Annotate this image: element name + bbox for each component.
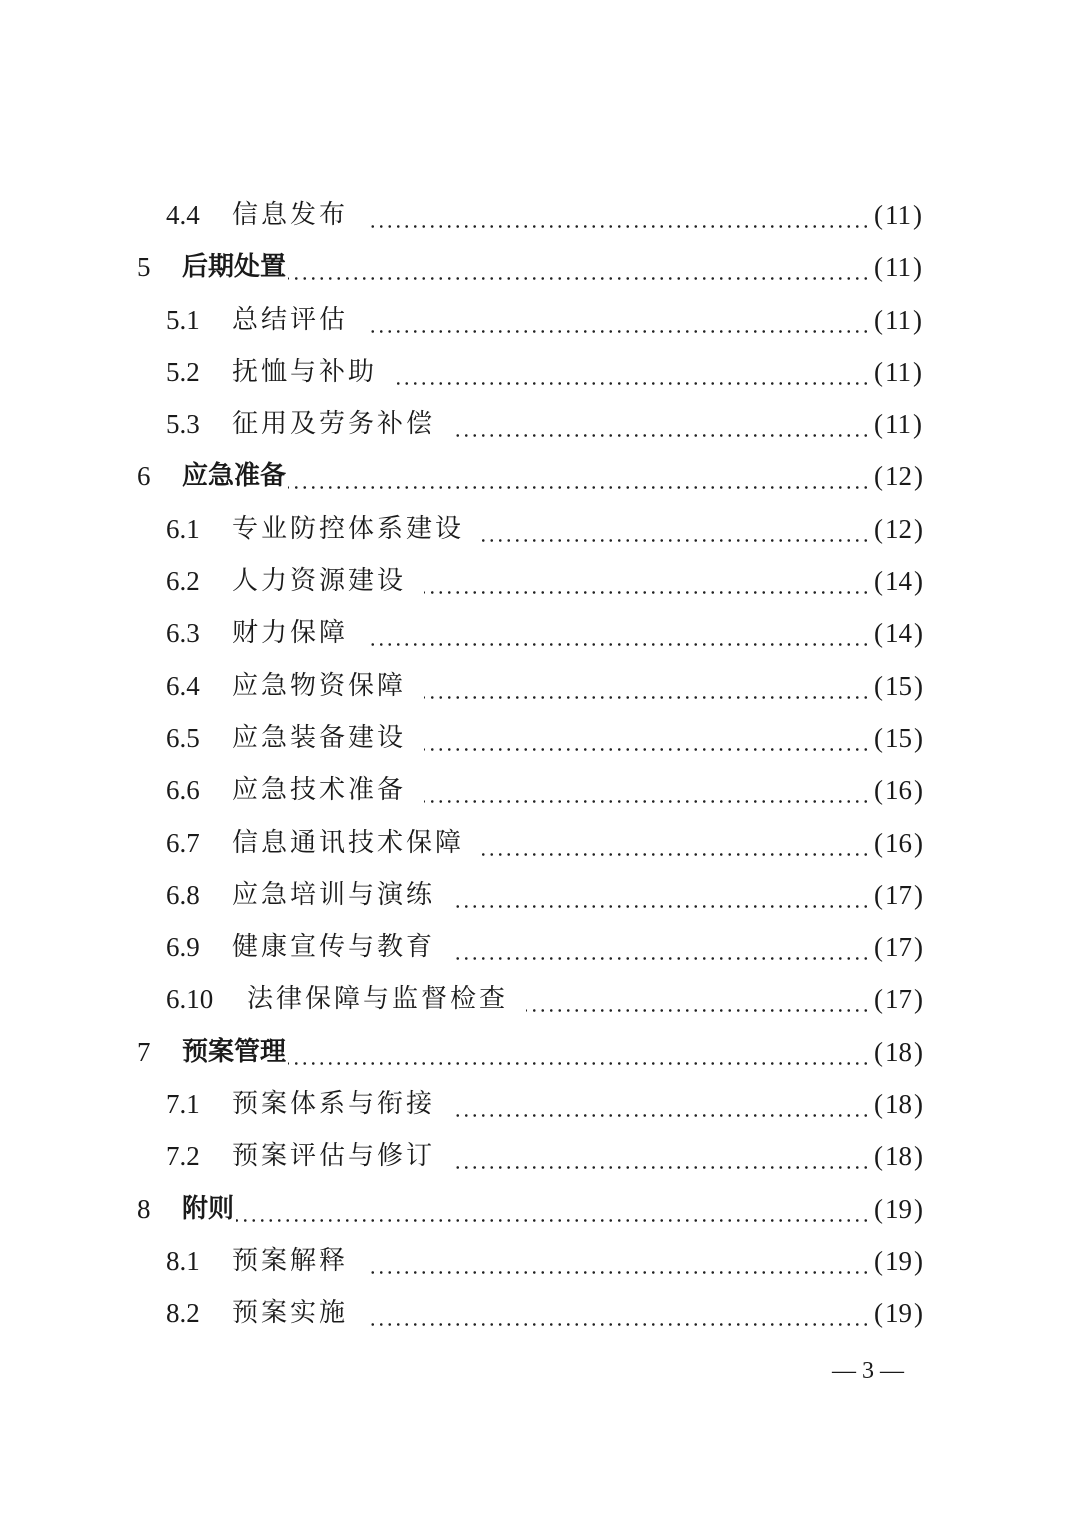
paren-right: ) xyxy=(914,1298,923,1329)
toc-section-entry[interactable] xyxy=(0,921,1074,973)
paren-left: ( xyxy=(874,932,883,963)
toc-page-number: 11 xyxy=(885,200,911,230)
toc-entry-number: 8 xyxy=(137,1193,151,1224)
toc-section-entry[interactable] xyxy=(0,294,1074,346)
toc-dot-leader xyxy=(482,539,870,542)
toc-page-number: 19 xyxy=(885,1298,912,1329)
paren-left: ( xyxy=(874,1298,883,1329)
toc-page-number: 19 xyxy=(885,1193,912,1224)
toc-chapter-entry[interactable] xyxy=(0,450,1074,502)
toc-dot-leader xyxy=(366,643,870,646)
toc-dot-leader xyxy=(453,1114,870,1117)
toc-entry-number: 7.1 xyxy=(166,1089,200,1120)
toc-section-entry[interactable] xyxy=(0,189,1074,241)
toc-section-entry[interactable] xyxy=(0,712,1074,764)
toc-dot-leader xyxy=(236,1219,870,1222)
paren-left: ( xyxy=(874,722,883,753)
toc-entry-title: 预案评估与修订 xyxy=(232,1141,436,1172)
toc-entry-title: 健康宣传与教育 xyxy=(232,932,436,963)
toc-entry-page xyxy=(874,1086,944,1122)
toc-section-entry[interactable] xyxy=(0,1235,1074,1287)
paren-left: ( xyxy=(874,409,883,440)
toc-entry-page xyxy=(874,1034,944,1070)
paren-left: ( xyxy=(874,513,883,544)
paren-left: ( xyxy=(874,879,883,910)
toc-entry-page xyxy=(874,458,944,494)
toc-section-entry[interactable] xyxy=(0,1130,1074,1182)
toc-page-number: 17 xyxy=(885,879,912,910)
toc-entry-number: 6.6 xyxy=(166,775,200,806)
toc-entry-number: 6.4 xyxy=(166,670,200,701)
toc-dot-leader xyxy=(526,1009,870,1012)
toc-page-number: 18 xyxy=(885,1036,912,1067)
toc-entry-page xyxy=(874,406,944,442)
toc-entry-page xyxy=(874,772,944,808)
paren-left: ( xyxy=(874,618,883,649)
paren-left: ( xyxy=(874,1089,883,1120)
toc-entry-title: 预案体系与衔接 xyxy=(232,1089,436,1120)
paren-left: ( xyxy=(874,1141,883,1172)
toc-entry-number: 4.4 xyxy=(166,200,200,230)
paren-left: ( xyxy=(874,1036,883,1067)
paren-right: ) xyxy=(914,1245,923,1276)
paren-left: ( xyxy=(874,827,883,858)
toc-entry-page xyxy=(874,1243,944,1279)
toc-chapter-entry[interactable] xyxy=(0,241,1074,293)
toc-entry-page xyxy=(874,615,944,651)
toc-entry-page xyxy=(874,302,944,338)
toc-entry-page xyxy=(874,877,944,913)
paren-right: ) xyxy=(913,409,922,440)
toc-entry-title: 信息通讯技术保障 xyxy=(232,827,465,858)
toc-page-number: 12 xyxy=(885,461,912,492)
toc-entry-page xyxy=(874,249,944,285)
toc-section-entry[interactable] xyxy=(0,817,1074,869)
toc-section-entry[interactable] xyxy=(0,503,1074,555)
toc-page-number: 17 xyxy=(885,932,912,963)
toc-entry-number: 6.10 xyxy=(166,984,214,1015)
page-number-footer: — 3 — xyxy=(832,1358,904,1384)
toc-entry-page xyxy=(874,197,944,233)
toc-entry-page xyxy=(874,354,944,390)
toc-section-entry[interactable] xyxy=(0,1078,1074,1130)
paren-right: ) xyxy=(914,775,923,806)
toc-dot-leader xyxy=(366,330,870,333)
toc-entry-title: 预案解释 xyxy=(232,1245,349,1276)
toc-entry-number: 5 xyxy=(137,252,151,283)
toc-entry-number: 6 xyxy=(137,461,151,492)
toc-entry-number: 8.2 xyxy=(166,1298,200,1329)
paren-left: ( xyxy=(874,200,883,230)
toc-entry-title: 总结评估 xyxy=(232,304,349,335)
toc-entry-title: 应急培训与演练 xyxy=(232,879,436,910)
paren-left: ( xyxy=(874,356,883,387)
toc-page-number: 11 xyxy=(885,356,911,387)
toc-page-number: 18 xyxy=(885,1141,912,1172)
paren-right: ) xyxy=(914,827,923,858)
paren-right: ) xyxy=(913,252,922,283)
toc-entry-title: 财力保障 xyxy=(232,618,349,649)
toc-dot-leader xyxy=(482,853,870,856)
toc-dot-leader xyxy=(288,1062,870,1065)
paren-left: ( xyxy=(874,775,883,806)
toc-page-number: 14 xyxy=(885,566,912,597)
toc-entry-page xyxy=(874,825,944,861)
paren-right: ) xyxy=(914,1193,923,1224)
toc-entry-title: 专业防控体系建设 xyxy=(232,513,465,544)
toc-entry-page xyxy=(874,981,944,1017)
toc-entry-page xyxy=(874,511,944,547)
toc-dot-leader xyxy=(395,382,870,385)
toc-dot-leader xyxy=(366,225,870,228)
toc-section-entry[interactable] xyxy=(0,398,1074,450)
toc-dot-leader xyxy=(453,905,870,908)
toc-entry-title: 信息发布 xyxy=(232,200,349,230)
paren-left: ( xyxy=(874,461,883,492)
toc-dot-leader xyxy=(453,957,870,960)
toc-page-number: 15 xyxy=(885,670,912,701)
paren-right: ) xyxy=(914,461,923,492)
paren-right: ) xyxy=(913,304,922,335)
toc-page-number: 11 xyxy=(885,304,911,335)
toc-dot-leader xyxy=(424,800,870,803)
toc-entry-number: 7.2 xyxy=(166,1141,200,1172)
toc-section-entry[interactable] xyxy=(0,607,1074,659)
toc-entry-number: 5.2 xyxy=(166,356,200,387)
paren-left: ( xyxy=(874,566,883,597)
paren-left: ( xyxy=(874,252,883,283)
toc-section-entry[interactable] xyxy=(0,660,1074,712)
toc-entry-title: 应急技术准备 xyxy=(232,775,407,806)
toc-entry-number: 6.5 xyxy=(166,722,200,753)
toc-page-number: 12 xyxy=(885,513,912,544)
paren-left: ( xyxy=(874,304,883,335)
paren-right: ) xyxy=(913,356,922,387)
toc-dot-leader xyxy=(424,591,870,594)
paren-right: ) xyxy=(914,1036,923,1067)
toc-dot-leader xyxy=(288,277,870,280)
toc-entry-number: 7 xyxy=(137,1036,151,1067)
toc-section-entry[interactable] xyxy=(0,1287,1074,1339)
toc-entry-number: 6.3 xyxy=(166,618,200,649)
toc-entry-number: 6.7 xyxy=(166,827,200,858)
toc-entry-number: 6.2 xyxy=(166,566,200,597)
toc-entry-page xyxy=(874,1295,944,1331)
toc-page-number: 11 xyxy=(885,409,911,440)
toc-entry-page xyxy=(874,563,944,599)
toc-page-number: 16 xyxy=(885,775,912,806)
toc-entry-page xyxy=(874,1191,944,1227)
toc-entry-title: 应急装备建设 xyxy=(232,722,407,753)
paren-right: ) xyxy=(914,722,923,753)
toc-entry-page xyxy=(874,1138,944,1174)
paren-right: ) xyxy=(914,670,923,701)
paren-left: ( xyxy=(874,1245,883,1276)
toc-section-entry[interactable] xyxy=(0,764,1074,816)
toc-entry-title: 征用及劳务补偿 xyxy=(232,409,436,440)
paren-left: ( xyxy=(874,670,883,701)
toc-entry-title: 抚恤与补助 xyxy=(232,356,378,387)
toc-page-number: 15 xyxy=(885,722,912,753)
toc-entry-number: 5.1 xyxy=(166,304,200,335)
paren-right: ) xyxy=(914,1089,923,1120)
toc-entry-title: 后期处置 xyxy=(182,252,287,283)
toc-entry-title: 法律保障与监督检查 xyxy=(247,984,509,1015)
paren-right: ) xyxy=(914,566,923,597)
paren-right: ) xyxy=(914,618,923,649)
toc-chapter-entry[interactable] xyxy=(0,1183,1074,1235)
toc-entry-title: 预案实施 xyxy=(232,1298,349,1329)
toc-dot-leader xyxy=(453,1166,870,1169)
paren-right: ) xyxy=(914,513,923,544)
toc-entry-number: 6.9 xyxy=(166,932,200,963)
toc-entry-page xyxy=(874,720,944,756)
toc-dot-leader xyxy=(366,1323,870,1326)
paren-left: ( xyxy=(874,984,883,1015)
toc-entry-title: 应急准备 xyxy=(182,461,287,492)
toc-entry-title: 应急物资保障 xyxy=(232,670,407,701)
paren-right: ) xyxy=(913,200,922,230)
paren-right: ) xyxy=(914,1141,923,1172)
toc-dot-leader xyxy=(424,748,870,751)
toc-entry-number: 6.8 xyxy=(166,879,200,910)
toc-section-entry[interactable] xyxy=(0,346,1074,398)
toc-entry-title: 预案管理 xyxy=(182,1036,287,1067)
toc-entry-page xyxy=(874,929,944,965)
toc-page-number: 17 xyxy=(885,984,912,1015)
toc-chapter-entry[interactable] xyxy=(0,1026,1074,1078)
toc-page-number: 19 xyxy=(885,1245,912,1276)
toc-entry-title: 附则 xyxy=(182,1193,235,1224)
paren-left: ( xyxy=(874,1193,883,1224)
toc-page-number: 11 xyxy=(885,252,911,283)
toc-page-number: 18 xyxy=(885,1089,912,1120)
toc-entry-number: 6.1 xyxy=(166,513,200,544)
toc-page-number: 16 xyxy=(885,827,912,858)
toc-page-number: 14 xyxy=(885,618,912,649)
toc-dot-leader xyxy=(453,434,870,437)
table-of-contents xyxy=(0,189,1074,1340)
toc-dot-leader xyxy=(366,1271,870,1274)
toc-entry-number: 5.3 xyxy=(166,409,200,440)
toc-section-entry[interactable] xyxy=(0,869,1074,921)
toc-entry-page xyxy=(874,668,944,704)
paren-right: ) xyxy=(914,932,923,963)
toc-dot-leader xyxy=(424,696,870,699)
toc-dot-leader xyxy=(288,486,870,489)
toc-entry-title: 人力资源建设 xyxy=(232,566,407,597)
toc-section-entry[interactable] xyxy=(0,973,1074,1025)
toc-section-entry[interactable] xyxy=(0,555,1074,607)
paren-right: ) xyxy=(914,984,923,1015)
paren-right: ) xyxy=(914,879,923,910)
toc-entry-number: 8.1 xyxy=(166,1245,200,1276)
